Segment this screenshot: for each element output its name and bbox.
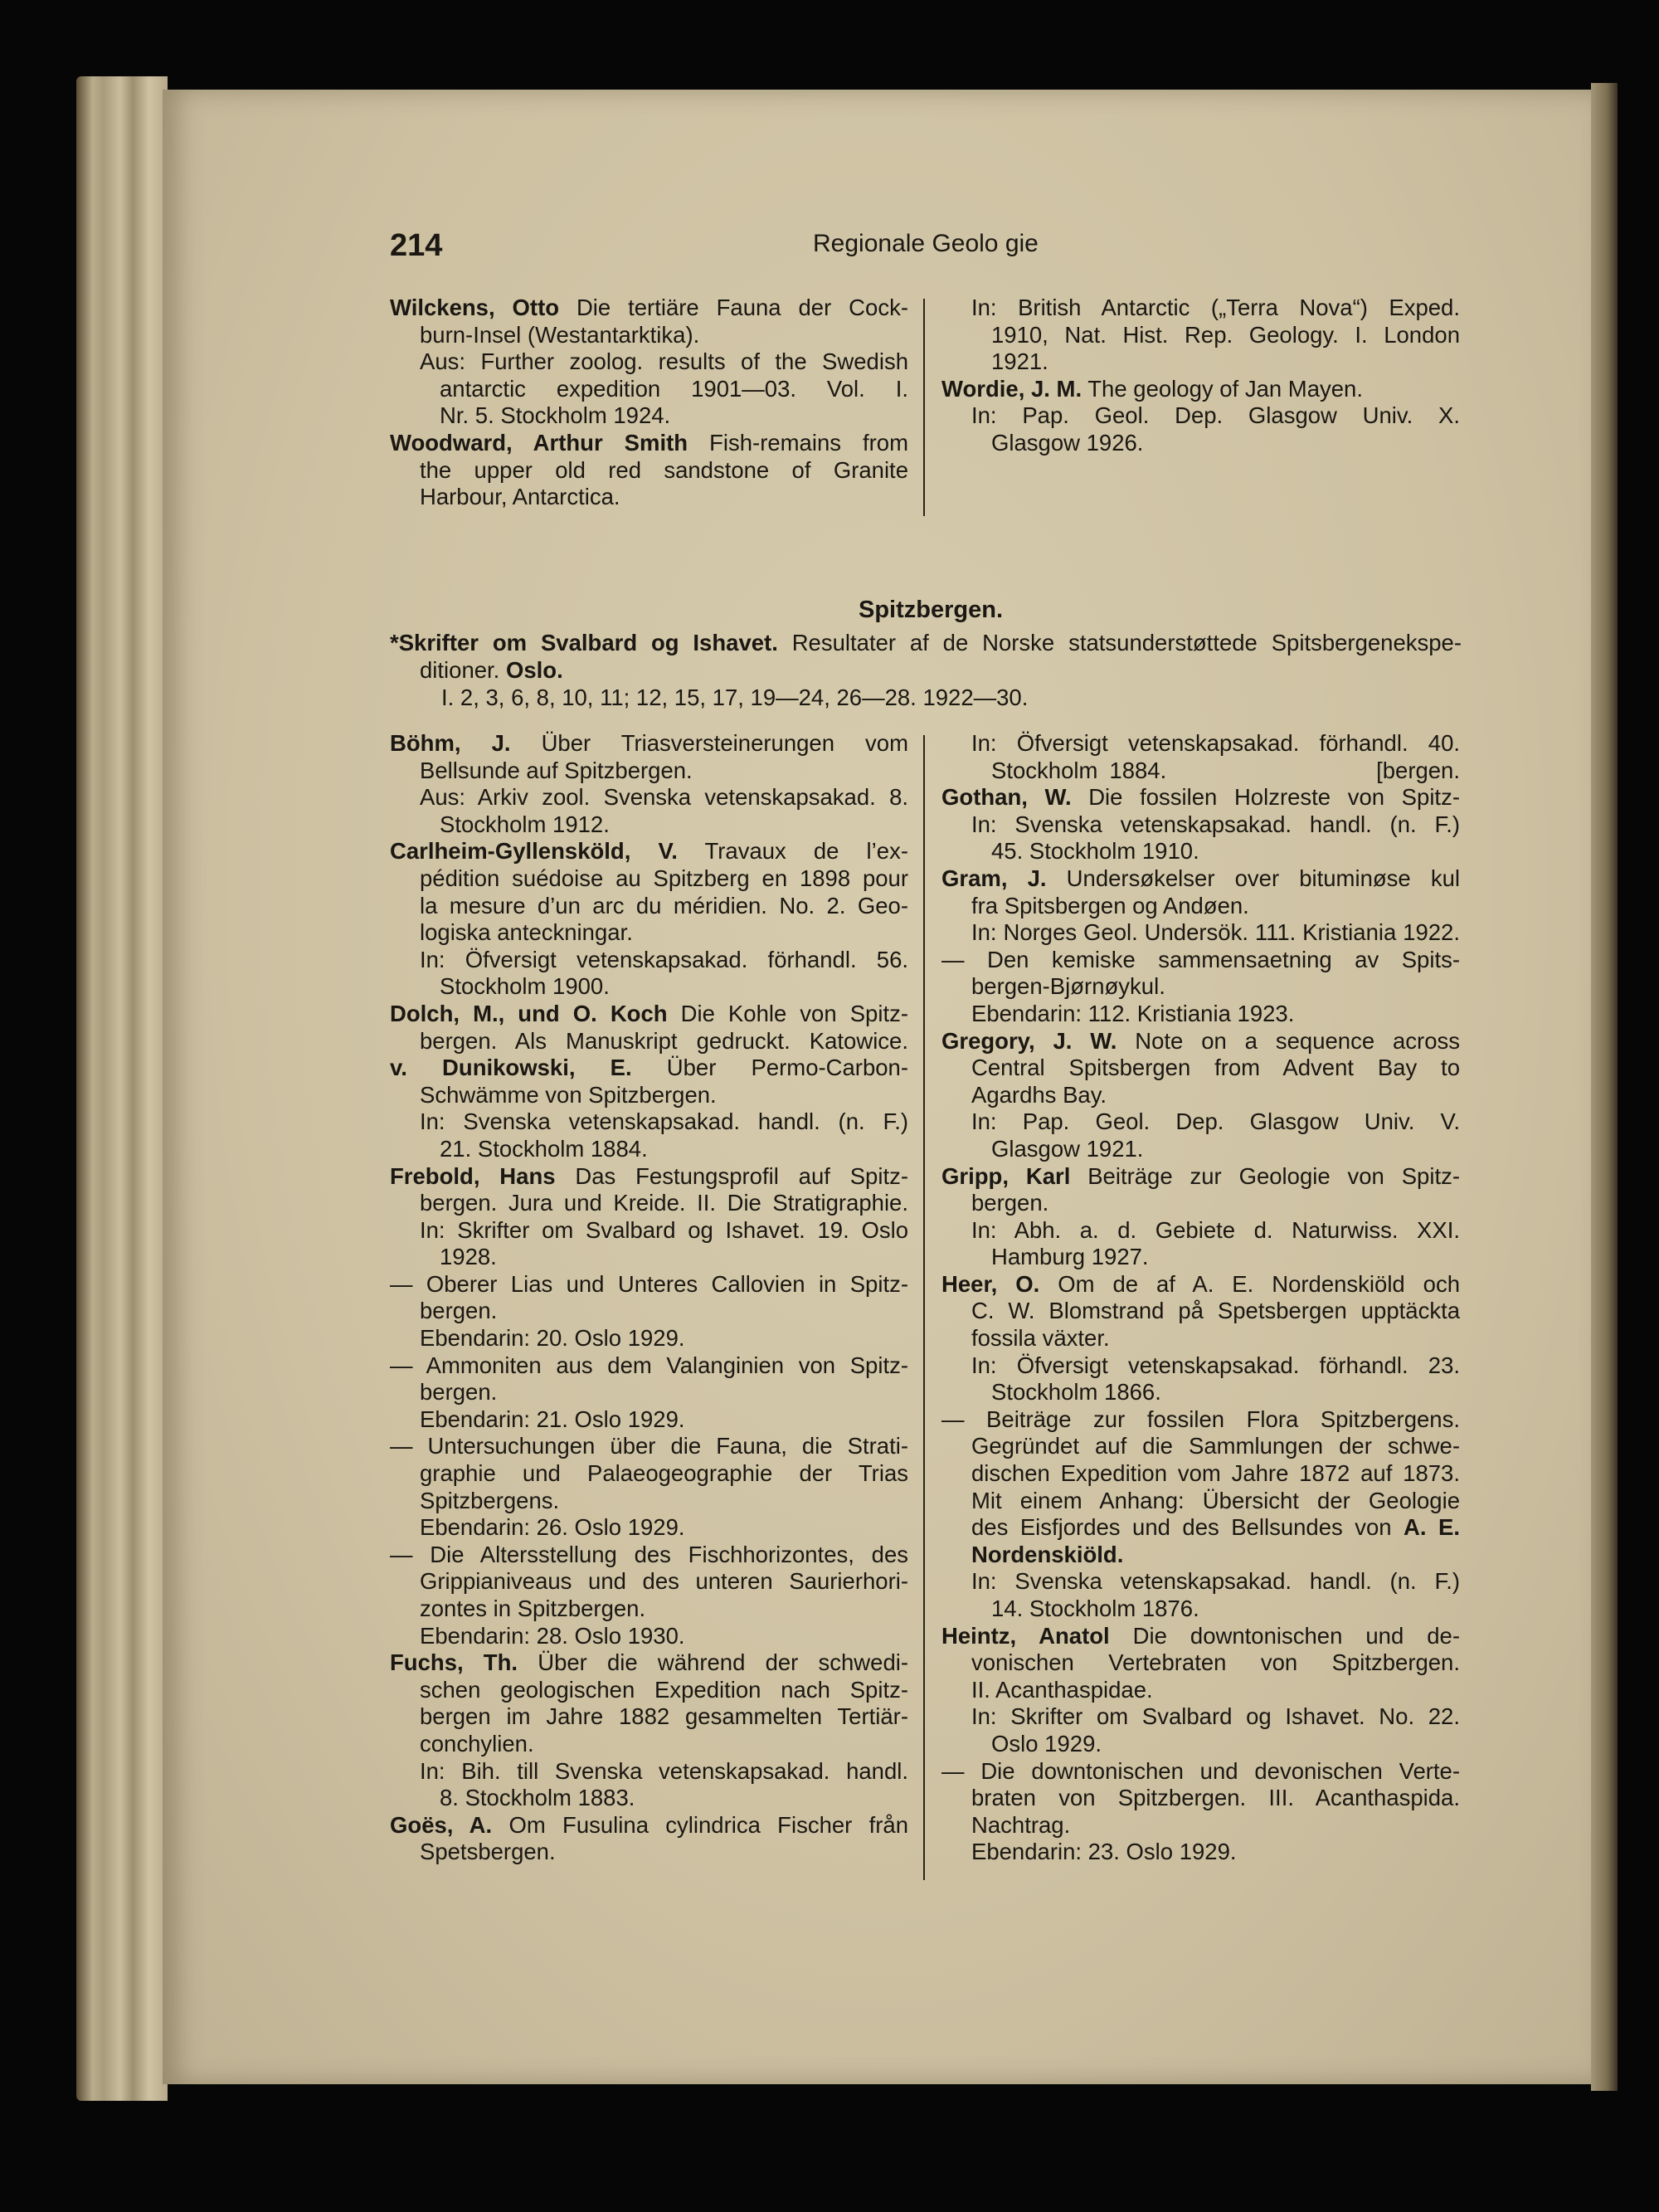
bib-author: Gothan, W. [941, 784, 1072, 811]
right-column [941, 730, 1460, 1866]
bib-text: 1928. [440, 1244, 497, 1270]
bib-line [941, 1001, 1460, 1028]
bib-line [390, 1271, 908, 1298]
series-place: Oslo. [505, 657, 563, 683]
bib-text: — Ammoniten aus dem Valanginien von Spitz- [390, 1352, 908, 1378]
bib-entry [941, 1758, 1460, 1866]
bib-line [941, 1190, 1460, 1217]
bib-text: Agardhs Bay. [971, 1081, 1107, 1108]
bib-entry [390, 1271, 908, 1352]
bib-line [941, 865, 1460, 893]
bib-line [941, 947, 1460, 974]
bib-text: Grippianiveaus und des unteren Saurierhori- [420, 1568, 908, 1595]
page-number: 214 [390, 228, 443, 263]
bib-line [390, 1325, 908, 1352]
bib-line [390, 402, 908, 430]
bib-line [941, 1406, 1460, 1434]
bib-entry [390, 1001, 908, 1055]
bib-line [941, 758, 1460, 785]
bib-line [390, 919, 908, 947]
bib-line [941, 1460, 1460, 1488]
series-volumes: I. 2, 3, 6, 8, 10, 11; 12, 15, 17, 19—24, 26—28. 1922—30. [441, 685, 1029, 710]
bib-text: In: Öfversigt vetenskapsakad. förhandl. 40. [971, 730, 1460, 756]
bib-text: In: Abh. a. d. Gebiete d. Naturwiss. XXI. [971, 1216, 1460, 1243]
bib-line [390, 322, 908, 349]
bib-line [941, 1379, 1460, 1406]
bib-name-bold: A. E. [1404, 1514, 1461, 1541]
series-line-2 [390, 656, 1462, 684]
bib-line [941, 1433, 1460, 1460]
bib-text: logiska anteckningar. [420, 919, 633, 946]
bib-text: Ebendarin: 23. Oslo 1929. [971, 1839, 1237, 1865]
bib-line [390, 1731, 908, 1758]
bib-line [941, 1271, 1460, 1298]
bib-line [941, 1785, 1460, 1812]
bib-line [941, 1082, 1460, 1109]
bib-text: — Die Altersstellung des Fischhorizontes, des [390, 1541, 908, 1567]
bib-text: Die downtonischen und de- [1109, 1622, 1461, 1649]
bib-line [941, 973, 1460, 1001]
bib-text: Nr. 5. Stockholm 1924. [440, 402, 671, 429]
bib-line [941, 1136, 1460, 1163]
bib-line [941, 1488, 1460, 1515]
column-divider-top [923, 299, 925, 516]
bib-line [390, 376, 908, 403]
bib-text: Über die während der schwedi- [518, 1649, 909, 1676]
bib-line [390, 1542, 908, 1569]
bib-author: Heer, O. [941, 1270, 1040, 1297]
bib-line [941, 348, 1460, 376]
bib-text: Spitzbergens. [420, 1487, 560, 1513]
bib-text: — Beiträge zur fossilen Flora Spitzbergens. [941, 1406, 1460, 1432]
bib-line [941, 402, 1460, 430]
bib-text: Aus: Further zoolog. results of the Swedish [420, 348, 908, 375]
bib-entry [941, 1271, 1460, 1406]
bib-text: Bellsunde auf Spitzbergen. [420, 757, 693, 783]
bib-text: — Den kemiske sammensaetning av Spits- [941, 946, 1460, 972]
bib-line [941, 1758, 1460, 1786]
bib-text: In: Svenska vetenskapsakad. handl. (n. F.) [971, 811, 1460, 837]
bib-line [390, 348, 908, 376]
bib-text: Fish-remains from [688, 429, 908, 456]
bib-text: Undersøkelser over bituminøse kul [1046, 865, 1460, 891]
bib-text: bergen. [971, 1190, 1049, 1216]
running-head: Regionale Geolo gie [813, 230, 1039, 257]
bib-entry [941, 947, 1460, 1028]
series-line-1 [390, 629, 1462, 656]
bib-text: II. Acanthaspidae. [971, 1676, 1153, 1703]
bib-entry [941, 1163, 1460, 1271]
bib-entry [390, 1163, 908, 1271]
bib-entry [941, 784, 1460, 865]
bib-line [941, 1514, 1460, 1542]
bib-text: Stockholm 1866. [991, 1379, 1161, 1406]
bib-line [941, 1108, 1460, 1136]
bib-line [390, 1703, 908, 1731]
bib-text: Spetsbergen. [420, 1839, 556, 1865]
bib-line [390, 1758, 908, 1786]
bib-text: bergen. [420, 1298, 498, 1324]
bib-text: Glasgow 1926. [991, 429, 1144, 456]
bib-entry [390, 1352, 908, 1434]
bib-text: vonischen Vertebraten von Spitzbergen. [971, 1649, 1460, 1676]
column-divider [923, 735, 925, 1880]
bib-text: Mit einem Anhang: Übersicht der Geologie [971, 1487, 1460, 1513]
bib-text: In: Bih. till Svenska vetenskapsakad. handl. [420, 1757, 908, 1784]
bib-line [390, 1568, 908, 1596]
bib-line [390, 1488, 908, 1515]
bib-line [390, 838, 908, 865]
bib-line [941, 1244, 1460, 1271]
bib-line [941, 1596, 1460, 1623]
series-desc-cont: ditioner. [420, 657, 506, 683]
bib-text: The geology of Jan Mayen. [1082, 375, 1363, 402]
bib-line [390, 1082, 908, 1109]
bib-line [390, 1596, 908, 1623]
bib-text: In: Skrifter om Svalbard og Ishavet. 19. Oslo [420, 1216, 908, 1243]
bib-text: conchylien. [420, 1730, 534, 1756]
bib-line [390, 1649, 908, 1677]
bib-author: Gregory, J. W. [941, 1027, 1117, 1054]
bib-text: bergen im Jahre 1882 gesammelten Tertiär- [420, 1703, 908, 1730]
bib-line [390, 1839, 908, 1866]
bib-entry [941, 1623, 1460, 1758]
bib-text: Stockholm 1900. [440, 973, 610, 1000]
bib-author: Gram, J. [941, 865, 1047, 891]
bib-text: Travaux de l’ex- [677, 838, 908, 865]
bib-text: 8. Stockholm 1883. [440, 1785, 635, 1811]
bib-line [390, 1785, 908, 1812]
bib-line [941, 430, 1460, 457]
bib-line [390, 484, 908, 511]
bib-line [941, 730, 1460, 758]
bib-text: Ebendarin: 20. Oslo 1929. [420, 1325, 685, 1352]
bib-line [390, 1677, 908, 1704]
bib-text: Die Kohle von Spitz- [667, 1000, 908, 1026]
top-right-column [941, 295, 1460, 457]
bib-text: In: Svenska vetenskapsakad. handl. (n. F.) [971, 1568, 1460, 1595]
bib-line [941, 1217, 1460, 1245]
bib-line [941, 1731, 1460, 1758]
bib-text: des Eisfjordes und des Bellsundes von [971, 1514, 1404, 1541]
bib-line [941, 376, 1460, 403]
bib-line [941, 1677, 1460, 1704]
bib-entry [941, 1406, 1460, 1623]
series-line-3 [390, 684, 1462, 711]
bib-text: 21. Stockholm 1884. [440, 1135, 648, 1162]
bib-entry [390, 295, 908, 430]
bib-entry [941, 1028, 1460, 1163]
bib-text: Harbour, Antarctica. [420, 484, 620, 510]
bib-text: zontes in Spitzbergen. [420, 1596, 646, 1621]
bib-line [941, 1298, 1460, 1325]
bib-line [390, 1055, 908, 1082]
bib-text: Nachtrag. [971, 1811, 1071, 1838]
bib-author: Nordenskiöld. [971, 1541, 1124, 1567]
bib-text: 1910, Nat. Hist. Rep. Geology. I. London [991, 321, 1460, 348]
bib-text: In: British Antarctic („Terra Nova“) Exped. [971, 295, 1460, 320]
bib-text: fossila växter. [971, 1325, 1110, 1352]
bib-text: 45. Stockholm 1910. [991, 838, 1199, 865]
bib-line [390, 893, 908, 920]
bib-line [390, 1460, 908, 1488]
bib-line [390, 295, 908, 322]
bib-text: In: Öfversigt vetenskapsakad. förhandl. 56. [420, 946, 908, 972]
bib-line [390, 457, 908, 485]
bib-entry [941, 730, 1460, 784]
bib-author: v. Dunikowski, E. [390, 1055, 632, 1081]
bib-line [941, 1703, 1460, 1731]
bib-line [941, 1542, 1460, 1569]
bib-text: Gegründet auf die Sammlungen der schwe- [971, 1433, 1460, 1459]
bib-text: In: Pap. Geol. Dep. Glasgow Univ. V. [971, 1108, 1460, 1135]
bib-line [941, 784, 1460, 811]
bib-text: Om Fusulina cylindrica Fischer från [492, 1811, 908, 1838]
bib-entry [390, 430, 908, 511]
bib-author: Gripp, Karl [941, 1162, 1071, 1189]
bib-line [390, 1001, 908, 1028]
bib-line [390, 973, 908, 1001]
bib-line [390, 1623, 908, 1650]
bib-entry [390, 838, 908, 1001]
bib-line [941, 1325, 1460, 1352]
bib-line [941, 919, 1460, 947]
section-title: Spitzbergen. [859, 597, 1004, 623]
bib-entry [390, 1055, 908, 1162]
bib-text: dischen Expedition vom Jahre 1872 auf 1873. [971, 1460, 1460, 1487]
bib-text: In: Pap. Geol. Dep. Glasgow Univ. X. [971, 402, 1460, 429]
bib-text: graphie und Palaeogeographie der Trias [420, 1460, 908, 1487]
bib-text: pédition suédoise au Spitzberg en 1898 pour [420, 865, 908, 891]
bib-text: In: Öfversigt vetenskapsakad. förhandl. 23. [971, 1352, 1460, 1378]
series-desc: Resultater af de Norske statsunderstøttede Spitsbergenekspe- [777, 630, 1462, 655]
bib-line [941, 1839, 1460, 1866]
bib-text: bergen. Als Manuskript gedruckt. Katowice. [420, 1027, 908, 1054]
series-entry [390, 629, 1462, 711]
bib-line [941, 1812, 1460, 1839]
bib-text: Die tertiäre Fauna der Cock- [559, 295, 908, 320]
bib-line [941, 1623, 1460, 1650]
bib-text: — Die downtonischen und devonischen Verte- [941, 1757, 1460, 1784]
bib-text: 1921. [991, 348, 1048, 375]
bib-line [941, 1649, 1460, 1677]
bib-text: bergen. Jura und Kreide. II. Die Stratigraphie. [420, 1190, 908, 1216]
bib-text: In: Norges Geol. Undersök. 111. Kristiania 1922. [971, 919, 1460, 946]
bib-author: Fuchs, Th. [390, 1649, 518, 1676]
bib-line [390, 1190, 908, 1217]
bib-text: Ebendarin: 21. Oslo 1929. [420, 1406, 685, 1432]
bib-author: Böhm, J. [390, 730, 511, 756]
bib-text: Stockholm 1884. [bergen. [991, 757, 1460, 783]
bib-line [941, 1028, 1460, 1055]
bib-text: Hamburg 1927. [991, 1244, 1149, 1270]
bib-author: Heintz, Anatol [941, 1622, 1110, 1649]
bib-entry [390, 1542, 908, 1649]
bib-text: Oslo 1929. [991, 1730, 1102, 1756]
bib-author: Wilckens, Otto [390, 295, 560, 320]
bib-text: In: Skrifter om Svalbard og Ishavet. No. 22. [971, 1703, 1460, 1730]
left-column [390, 730, 908, 1866]
bib-text: — Untersuchungen über die Fauna, die Strati- [390, 1433, 908, 1459]
bib-text: Glasgow 1921. [991, 1135, 1144, 1162]
bib-line [390, 1433, 908, 1460]
bib-entry [390, 730, 908, 838]
bib-text: schen geologischen Expedition nach Spitz- [420, 1676, 908, 1703]
bib-text: burn-Insel (Westantarktika). [420, 321, 700, 348]
bib-text: bergen-Bjørnøykul. [971, 973, 1165, 1000]
bib-line [941, 811, 1460, 839]
bib-text: antarctic expedition 1901—03. Vol. I. [440, 375, 908, 402]
bib-text: In: Svenska vetenskapsakad. handl. (n. F.) [420, 1108, 908, 1135]
bib-line [941, 1568, 1460, 1596]
bib-line [390, 430, 908, 457]
bib-text: 14. Stockholm 1876. [991, 1596, 1199, 1621]
bib-line [941, 838, 1460, 865]
bib-line [390, 1406, 908, 1434]
bib-text: Aus: Arkiv zool. Svenska vetenskapsakad. 8. [420, 784, 908, 811]
bib-line [390, 758, 908, 785]
bib-text: Ebendarin: 28. Oslo 1930. [420, 1622, 685, 1649]
bib-line [941, 1352, 1460, 1380]
bib-author: Dolch, M., und O. Koch [390, 1000, 668, 1026]
bib-line [390, 1298, 908, 1325]
bib-line [390, 1217, 908, 1245]
bib-text: Das Festungsprofil auf Spitz- [555, 1162, 908, 1189]
bib-text: la mesure d’un arc du méridien. No. 2. Geo- [420, 892, 908, 918]
bib-text: Ebendarin: 26. Oslo 1929. [420, 1514, 685, 1541]
bib-text: Die fossilen Holzreste von Spitz- [1071, 784, 1460, 811]
bib-entry [390, 1433, 908, 1541]
bib-text: Über Permo-Carbon- [631, 1055, 908, 1081]
bib-author: Wordie, J. M. [941, 375, 1082, 402]
bib-line [390, 865, 908, 893]
bib-entry [941, 376, 1460, 457]
bib-author: Woodward, Arthur Smith [390, 429, 688, 456]
bib-line [390, 1352, 908, 1380]
bib-line [390, 811, 908, 839]
bib-line [390, 1136, 908, 1163]
bib-text: C. W. Blomstrand på Spetsbergen upptäckta [971, 1298, 1460, 1324]
bib-line [390, 1108, 908, 1136]
bib-line [941, 893, 1460, 920]
bib-text: Schwämme von Spitzbergen. [420, 1081, 717, 1108]
bib-entry [941, 865, 1460, 947]
bib-text: fra Spitsbergen og Andøen. [971, 892, 1249, 918]
bib-line [390, 1028, 908, 1055]
bib-text: Om de af A. E. Nordenskiöld och [1039, 1270, 1461, 1297]
bib-text: Beiträge zur Geologie von Spitz- [1070, 1162, 1461, 1189]
bib-line [390, 1244, 908, 1271]
top-left-column [390, 295, 908, 511]
bib-line [390, 1514, 908, 1542]
bib-text: Über Triasversteinerungen vom [510, 730, 908, 756]
bib-text: the upper old red sandstone of Granite [420, 456, 908, 483]
bib-text: — Oberer Lias und Unteres Callovien in Spitz- [390, 1270, 908, 1297]
bib-entry [941, 295, 1460, 376]
bib-text: Ebendarin: 112. Kristiania 1923. [971, 1000, 1295, 1026]
bib-line [390, 947, 908, 974]
bib-text: Note on a sequence across [1117, 1027, 1460, 1054]
bib-line [390, 730, 908, 758]
bib-line [941, 295, 1460, 322]
bib-line [390, 784, 908, 811]
bib-text: bergen. [420, 1379, 498, 1406]
bib-text: braten von Spitzbergen. III. Acanthaspida. [971, 1785, 1460, 1811]
bib-author: Frebold, Hans [390, 1162, 556, 1189]
bib-line [390, 1812, 908, 1839]
bib-line [941, 322, 1460, 349]
bib-entry [390, 1649, 908, 1812]
bib-text: Central Spitsbergen from Advent Bay to [971, 1055, 1460, 1081]
bib-author: Carlheim-Gyllensköld, V. [390, 838, 678, 865]
bib-author: Goës, A. [390, 1811, 493, 1838]
bib-text: Stockholm 1912. [440, 811, 610, 837]
bib-line [941, 1163, 1460, 1191]
bib-entry [390, 1812, 908, 1866]
bib-line [941, 1055, 1460, 1082]
bib-line [390, 1163, 908, 1191]
bib-line [390, 1379, 908, 1406]
series-title: *Skrifter om Svalbard og Ishavet. [390, 630, 778, 655]
